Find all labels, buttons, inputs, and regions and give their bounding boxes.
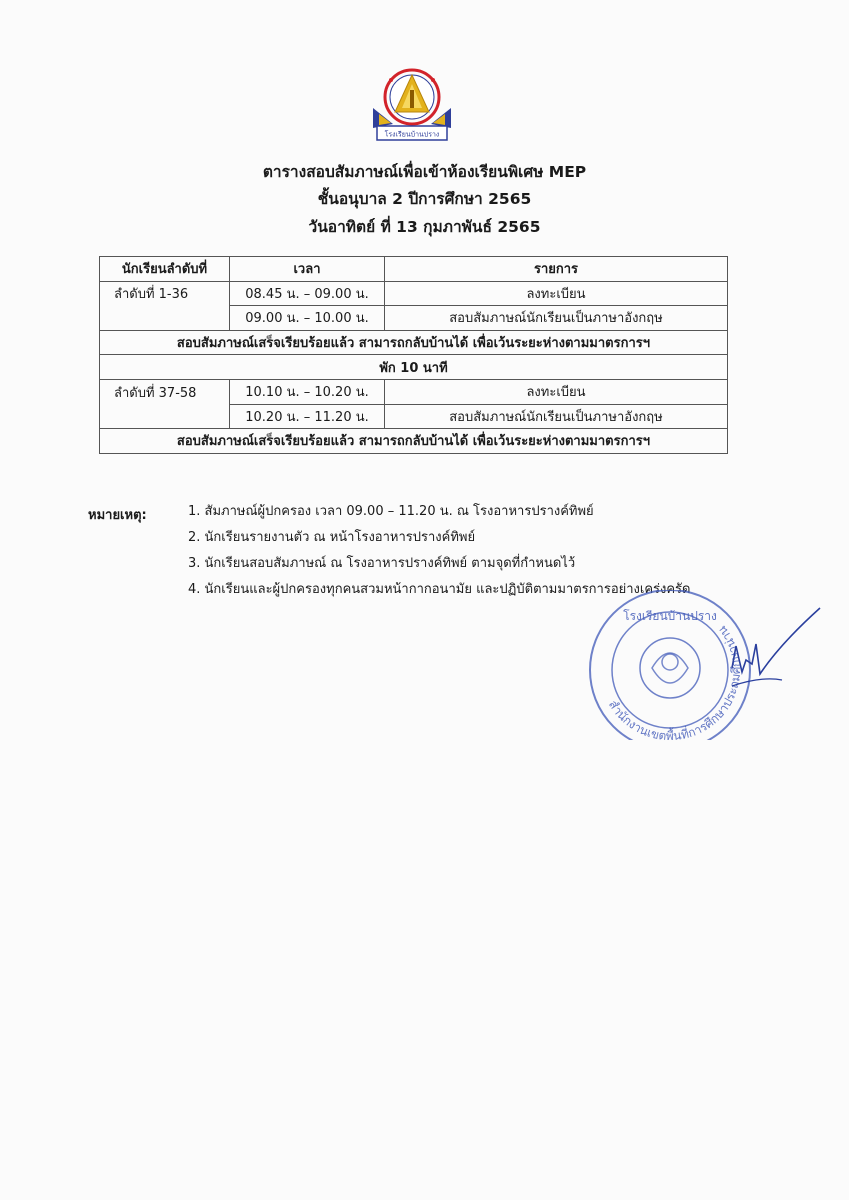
note-item: 4. นักเรียนและผู้ปกครองทุกคนสวมหน้ากากอนามัย และปฏิบัติตามมาตรการอย่างเคร่งครัด [188, 582, 691, 597]
cell-sequence: ลำดับที่ 1-36 [100, 281, 230, 306]
cell-item: ลงทะเบียน [385, 281, 728, 306]
table-row-full [100, 330, 728, 355]
cell-item: สอบสัมภาษณ์นักเรียนเป็นภาษาอังกฤษ [385, 306, 728, 331]
cell-break: พัก 10 นาที [100, 355, 728, 380]
cell-sequence: ลำดับที่ 37-58 [100, 379, 230, 404]
table-row [100, 281, 728, 306]
official-stamp [582, 590, 832, 740]
cell-sequence [100, 404, 230, 429]
note-item: 1. สัมภาษณ์ผู้ปกครอง เวลา 09.00 – 11.20 น. ณ โรงอาหารปรางค์ทิพย์ [188, 504, 594, 519]
cell-sequence [100, 306, 230, 331]
title-line-2: ชั้นอนุบาล 2 ปีการศึกษา 2565 [317, 190, 532, 208]
school-logo [369, 62, 455, 144]
stamp-outer-text: สำนักงานเขตพื้นที่การศึกษาประถมศึกษาน่าน [605, 623, 744, 740]
cell-item: สอบสัมภาษณ์นักเรียนเป็นภาษาอังกฤษ [385, 404, 728, 429]
cell-completion-note: สอบสัมภาษณ์เสร็จเรียบร้อยแล้ว สามารถกลับบ้านได้ เพื่อเว้นระยะห่างตามมาตรการฯ [100, 330, 728, 355]
note-item: 2. นักเรียนรายงานตัว ณ หน้าโรงอาหารปรางค์ทิพย์ [188, 530, 476, 545]
table-row-full [100, 355, 728, 380]
table-row [100, 404, 728, 429]
logo-text: โรงเรียนบ้านปราง [384, 130, 440, 139]
header-time: เวลา [230, 257, 385, 282]
cell-item: ลงทะเบียน [385, 379, 728, 404]
cell-time: 10.10 น. – 10.20 น. [230, 379, 385, 404]
note-item: 3. นักเรียนสอบสัมภาษณ์ ณ โรงอาหารปรางค์ทิพย์ ตามจุดที่กำหนดไว้ [188, 556, 576, 571]
table-row-full [100, 429, 728, 454]
title-line-1: ตารางสอบสัมภาษณ์เพื่อเข้าห้องเรียนพิเศษ MEP [262, 163, 587, 181]
table-row [100, 379, 728, 404]
header-sequence: นักเรียนลำดับที่ [100, 257, 230, 282]
table-header-row [100, 257, 728, 282]
notes-label: หมายเหตุ: [88, 508, 147, 523]
stamp-inner-text: โรงเรียนบ้านปราง [623, 609, 717, 623]
cell-time: 09.00 น. – 10.00 น. [230, 306, 385, 331]
schedule-table [99, 256, 728, 454]
table-row [100, 306, 728, 331]
cell-completion-note: สอบสัมภาษณ์เสร็จเรียบร้อยแล้ว สามารถกลับบ้านได้ เพื่อเว้นระยะห่างตามมาตรการฯ [100, 429, 728, 454]
header-item: รายการ [385, 257, 728, 282]
cell-time: 08.45 น. – 09.00 น. [230, 281, 385, 306]
cell-time: 10.20 น. – 11.20 น. [230, 404, 385, 429]
title-line-3: วันอาทิตย์ ที่ 13 กุมภาพันธ์ 2565 [308, 218, 541, 236]
